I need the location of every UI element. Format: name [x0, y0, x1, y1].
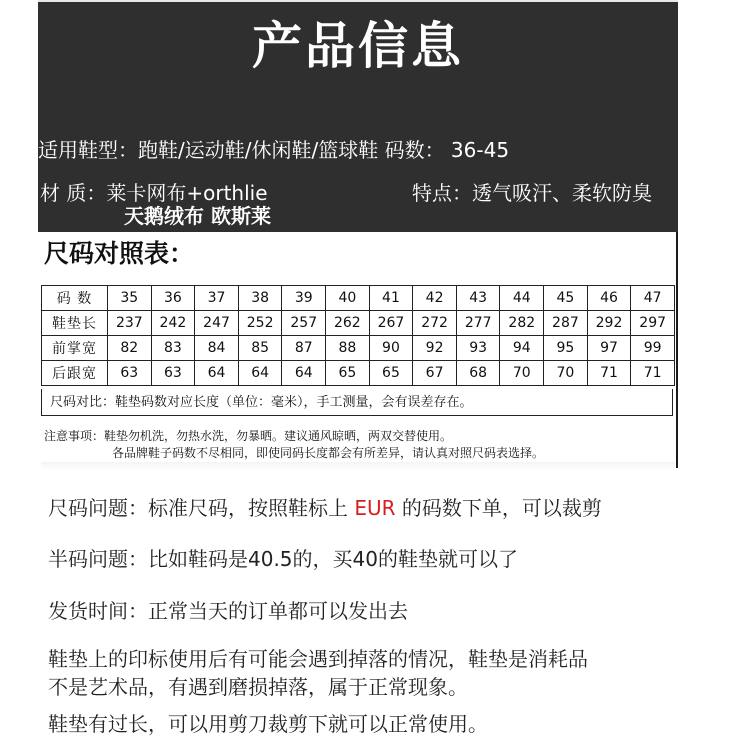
table-cell: 87 [282, 336, 326, 361]
table-cell: 242 [151, 311, 195, 336]
table-cell: 267 [369, 311, 413, 336]
table-cell: 95 [544, 336, 588, 361]
page-title: 产品信息 [252, 17, 464, 75]
table-cell: 92 [413, 336, 457, 361]
table-cell: 88 [326, 336, 370, 361]
material-line: 材 质：莱卡网布+orthlie [40, 181, 268, 205]
table-cell: 262 [326, 311, 370, 336]
row-header: 后跟宽 [42, 361, 108, 386]
table-cell: 65 [326, 361, 370, 386]
table-cell: 292 [587, 311, 631, 336]
table-cell: 36 [151, 286, 195, 311]
print-line-2: 不是艺术品，有遇到磨损掉落，属于正常现象。 [48, 675, 468, 699]
table-row [42, 361, 675, 386]
table-cell: 63 [108, 361, 152, 386]
table-border-line [676, 232, 678, 468]
table-cell: 38 [238, 286, 282, 311]
table-cell: 93 [456, 336, 500, 361]
size-chart-title: 尺码对照表： [44, 239, 195, 268]
shoe-types-line: 适用鞋型：跑鞋/运动鞋/休闲鞋/篮球鞋 码数： 36-45 [38, 138, 510, 162]
table-cell: 71 [631, 361, 675, 386]
table-cell: 42 [413, 286, 457, 311]
table-cell: 46 [587, 286, 631, 311]
table-cell: 68 [456, 361, 500, 386]
table-row [42, 286, 675, 311]
table-cell: 97 [587, 336, 631, 361]
table-cell: 257 [282, 311, 326, 336]
table-cell: 64 [238, 361, 282, 386]
table-cell: 70 [544, 361, 588, 386]
table-cell: 84 [195, 336, 239, 361]
table-cell: 83 [151, 336, 195, 361]
table-cell: 247 [195, 311, 239, 336]
table-cell: 277 [456, 311, 500, 336]
table-cell: 41 [369, 286, 413, 311]
table-cell: 37 [195, 286, 239, 311]
row-header: 鞋垫长 [42, 311, 108, 336]
table-cell: 70 [500, 361, 544, 386]
table-cell: 39 [282, 286, 326, 311]
too-long-line: 鞋垫有过长，可以用剪刀裁剪下就可以正常使用。 [48, 712, 488, 736]
shipping-line: 发货时间：正常当天的订单都可以发出去 [48, 599, 408, 623]
table-cell: 64 [282, 361, 326, 386]
table-cell: 272 [413, 311, 457, 336]
eur-highlight: EUR [354, 496, 396, 520]
row-header: 码 数 [42, 286, 108, 311]
table-cell: 35 [108, 286, 152, 311]
table-cell: 287 [544, 311, 588, 336]
product-info-header [38, 0, 678, 232]
table-cell: 45 [544, 286, 588, 311]
table-row [42, 336, 675, 361]
table-cell: 99 [631, 336, 675, 361]
size-chart-table [41, 285, 675, 386]
table-cell: 94 [500, 336, 544, 361]
table-cell: 67 [413, 361, 457, 386]
table-row [42, 311, 675, 336]
table-cell: 47 [631, 286, 675, 311]
size-note: 尺码对比：鞋垫码数对应长度（单位：毫米），手工测量，会有误差存在。 [41, 389, 673, 416]
faded-divider [41, 462, 675, 470]
table-cell: 90 [369, 336, 413, 361]
table-cell: 252 [238, 311, 282, 336]
table-cell: 237 [108, 311, 152, 336]
caution-text [44, 428, 544, 462]
table-cell: 43 [456, 286, 500, 311]
material-line-2: 天鹅绒布 欧斯莱 [124, 204, 271, 228]
table-cell: 71 [587, 361, 631, 386]
table-cell: 82 [108, 336, 152, 361]
caution-line-1: 注意事项：鞋垫勿机洗，勿热水洗，勿暴晒。建议通风晾晒，两双交替使用。 [44, 429, 453, 443]
caution-line-2: 各品牌鞋子码数不尽相同，即使同码长度都会有所差异，请认真对照尺码表选择。 [112, 446, 545, 460]
table-cell: 63 [151, 361, 195, 386]
table-cell: 282 [500, 311, 544, 336]
table-cell: 297 [631, 311, 675, 336]
table-cell: 44 [500, 286, 544, 311]
row-header: 前掌宽 [42, 336, 108, 361]
size-issue-prefix: 尺码问题：标准尺码，按照鞋标上 [48, 496, 355, 520]
table-cell: 85 [238, 336, 282, 361]
header-top-strip [38, 0, 678, 2]
features-line: 特点：透气吸汗、柔软防臭 [412, 181, 652, 205]
table-cell: 40 [326, 286, 370, 311]
size-issue-line [48, 494, 602, 522]
table-cell: 65 [369, 361, 413, 386]
print-line-1: 鞋垫上的印标使用后有可能会遇到掉落的情况，鞋垫是消耗品 [48, 647, 588, 671]
table-cell: 64 [195, 361, 239, 386]
size-issue-suffix: 的码数下单，可以裁剪 [395, 496, 602, 520]
half-size-line: 半码问题：比如鞋码是40.5的，买40的鞋垫就可以了 [48, 547, 518, 571]
